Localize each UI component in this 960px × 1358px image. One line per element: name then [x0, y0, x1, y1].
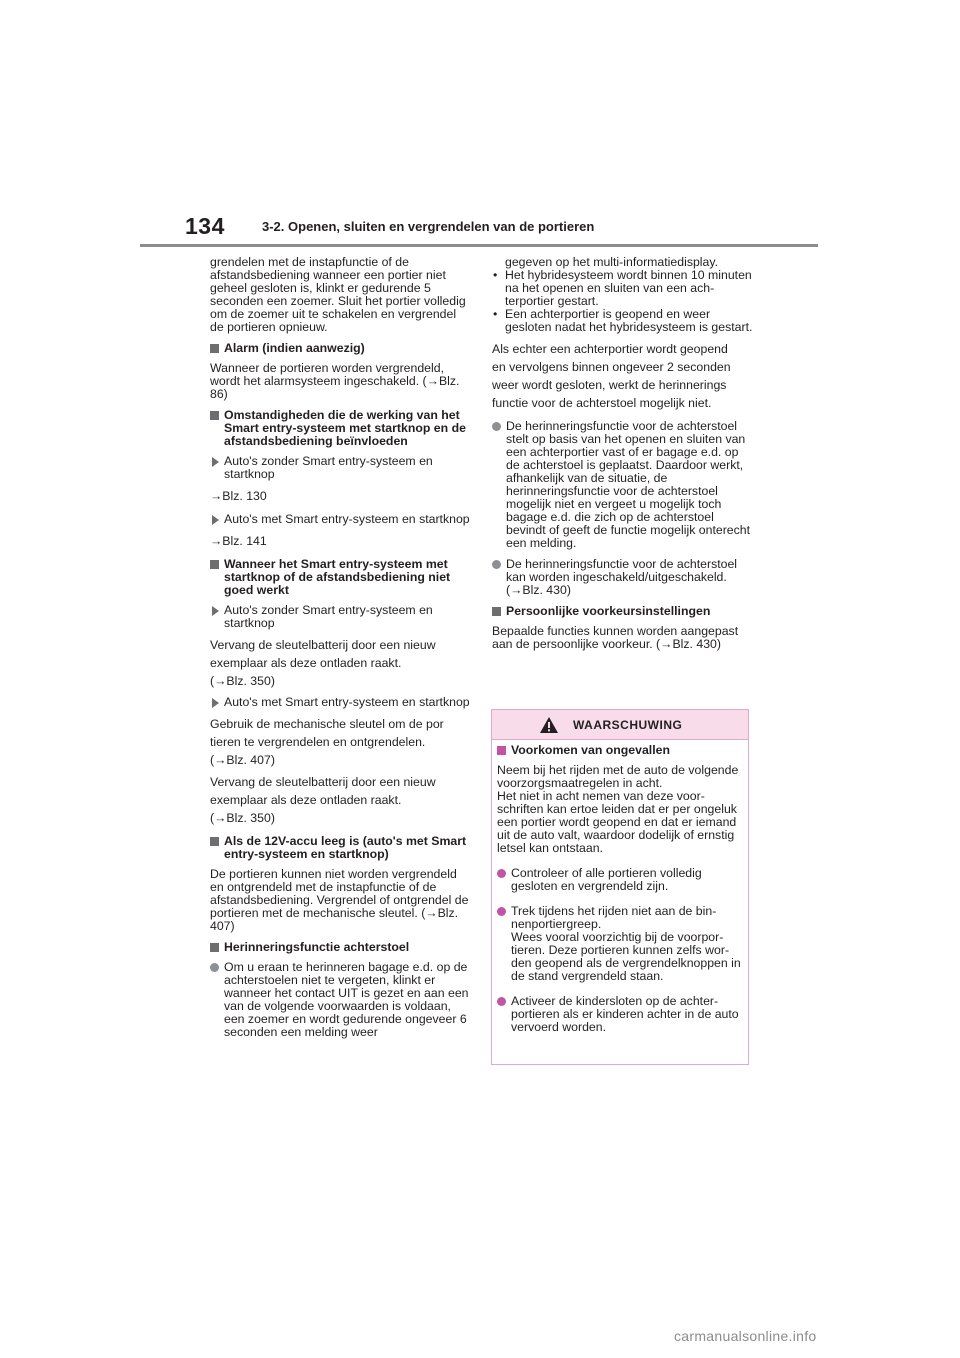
bullet-icon: • [493, 307, 498, 321]
accu-text: De portieren kunnen niet worden vergrendeld en ontgrendeld met de instapfunctie of de afstandsbediening. Vergrendel of ontgrendel de portieren met de mechanische sleutel. (→Blz. 407) [210, 867, 469, 933]
section-title: 3-2. Openen, sluiten en vergrendelen van de portieren [262, 219, 595, 234]
warning-dot-1: Controleer of alle portieren volledig gesloten en vergrendeld zijn. [497, 867, 741, 893]
warning-box [491, 709, 749, 1065]
square-bullet-icon [497, 746, 506, 755]
niet-text-3: Vervang de sleutelbatterij door een nieuw exemplaar als deze ontladen raakt. (→Blz. 350) [210, 775, 436, 825]
niet-condition-2: Auto's met Smart entry-systeem en startknop [210, 696, 472, 709]
right-dot-1: De herinneringsfunctie voor de achterstoel stelt op basis van het openen en sluiten van een achterportier vast of er bagage e.d. op de achterstoel is geplaatst. Daardoor werkt, afhankelijk van de situatie, de herinneringsfunctie voor de achterstoel mogelijk niet en vergeet u mogelijk toch bagage e.d. die zich op de achterstoel bevindt of geeft de functie mogelijk onterecht een melding. [492, 420, 754, 550]
warning-triangle-icon [539, 716, 559, 734]
warning-text-1: Neem bij het rijden met de auto de volgende voorzorgsmaatregelen in acht. [497, 763, 739, 790]
warning-header [492, 710, 748, 740]
circle-bullet-icon [497, 869, 506, 878]
warning-dot-2: Trek tijdens het rijden niet aan de binnenportiergreep. Wees vooral voorzichtig bij de voorportieren. Deze portieren kunnen zelfs worden geopend als de vergrendelknoppen in de stand vergrendeld staan. [497, 905, 741, 983]
accu-heading: Als de 12V-accu leeg is (auto's met Smart entry-systeem en startknop) [210, 835, 472, 861]
right-dot-2: De herinneringsfunctie voor de achterstoel kan worden ingeschakeld/uitgeschakeld. (→Blz. 430) [492, 558, 754, 597]
herin-dot: Om u eraan te herinneren bagage e.d. op de achterstoelen niet te vergeten, klinkt er wanneer het contact UIT is gezet en aan een van de volgende voorwaarden is voldaan, een zoemer en wordt gedurende ongeveer 6 seconden een melding weer [210, 961, 472, 1039]
achter-text: Als echter een achterportier wordt geopend en vervolgens binnen ongeveer 2 seconden weer wordt gesloten, werkt de herinnerings functie voor de achterstoel mogelijk niet. [492, 342, 731, 410]
pers-text: Bepaalde functies kunnen worden aangepast aan de persoonlijke voorkeur. (→Blz. 430) [492, 624, 739, 651]
bullet-item-1: • Het hybridesysteem wordt binnen 10 minuten na het openen en sluiten van een achterportier gestart. [493, 268, 752, 308]
warning-title: WAARSCHUWING [573, 718, 683, 732]
warning-dot-3: Activeer de kindersloten op de achterportieren als er kinderen achter in de auto vervoerd worden. [497, 995, 741, 1034]
left-column [210, 256, 472, 1047]
circle-bullet-icon [497, 997, 506, 1006]
alarm-heading: Alarm (indien aanwezig) [210, 342, 472, 355]
omst-ref-1: →Blz. 130 [210, 489, 267, 503]
omst-condition-2: Auto's met Smart entry-systeem en startknop [210, 513, 472, 526]
bullet-icon: • [493, 268, 498, 282]
omst-ref-2: →Blz. 141 [210, 534, 267, 548]
bullet-item-2: • Een achterportier is geopend en weer gesloten nadat het hybridesysteem is gestart. [493, 307, 753, 334]
arrow-right-icon [212, 606, 219, 616]
arrow-right-icon [212, 698, 219, 708]
arrow-right-icon [212, 515, 219, 525]
warning-heading: Voorkomen van ongevallen [497, 744, 741, 757]
niet-condition-1: Auto's zonder Smart entry-systeem en startknop [210, 604, 472, 630]
header-divider [140, 244, 818, 247]
herin-heading: Herinneringsfunctie achterstoel [210, 941, 472, 954]
square-bullet-icon [492, 607, 501, 616]
warning-text-2: Het niet in acht nemen van deze voorschriften kan ertoe leiden dat er per ongeluk een portier wordt geopend en dat er iemand uit de auto valt, waardoor dodelijk of ernstig letsel kan ontstaan. [497, 789, 737, 855]
circle-bullet-icon [492, 422, 501, 431]
omst-condition-1: Auto's zonder Smart entry-systeem en startknop [210, 455, 472, 481]
square-bullet-icon [210, 411, 219, 420]
right-column [492, 256, 754, 659]
omst-heading: Omstandigheden die de werking van het Smart entry-systeem met startknop en de afstandsbediening beïnvloeden [210, 409, 472, 448]
niet-text-1: Vervang de sleutelbatterij door een nieuw exemplaar als deze ontladen raakt. (→Blz. 350) [210, 638, 436, 688]
continued-text: gegeven op het multi-informatiedisplay. [505, 255, 719, 269]
pers-heading: Persoonlijke voorkeursinstellingen [492, 605, 754, 618]
niet-heading: Wanneer het Smart entry-systeem met startknop of de afstandsbediening niet goed werkt [210, 558, 472, 597]
watermark: carmanualsonline.info [674, 1328, 817, 1344]
warning-body [497, 744, 741, 1042]
square-bullet-icon [210, 560, 219, 569]
circle-bullet-icon [210, 963, 219, 972]
intro-text: grendelen met de instapfunctie of de afstandsbediening wanneer een portier niet geheel gesloten is, klinkt er gedurende 5 seconden een zoemer. Sluit het portier volledig om de zoemer uit te schakelen en vergrendel de portieren opnieuw. [210, 255, 466, 334]
circle-bullet-icon [492, 560, 501, 569]
square-bullet-icon [210, 344, 219, 353]
page-number: 134 [185, 213, 225, 239]
circle-bullet-icon [497, 907, 506, 916]
square-bullet-icon [210, 837, 219, 846]
arrow-right-icon [212, 457, 219, 467]
square-bullet-icon [210, 943, 219, 952]
alarm-text: Wanneer de portieren worden vergrendeld, wordt het alarmsysteem ingeschakeld. (→Blz. 86) [210, 361, 460, 401]
niet-text-2: Gebruik de mechanische sleutel om de por tieren te vergrendelen en ontgrendelen. (→Blz. 407) [210, 717, 444, 767]
